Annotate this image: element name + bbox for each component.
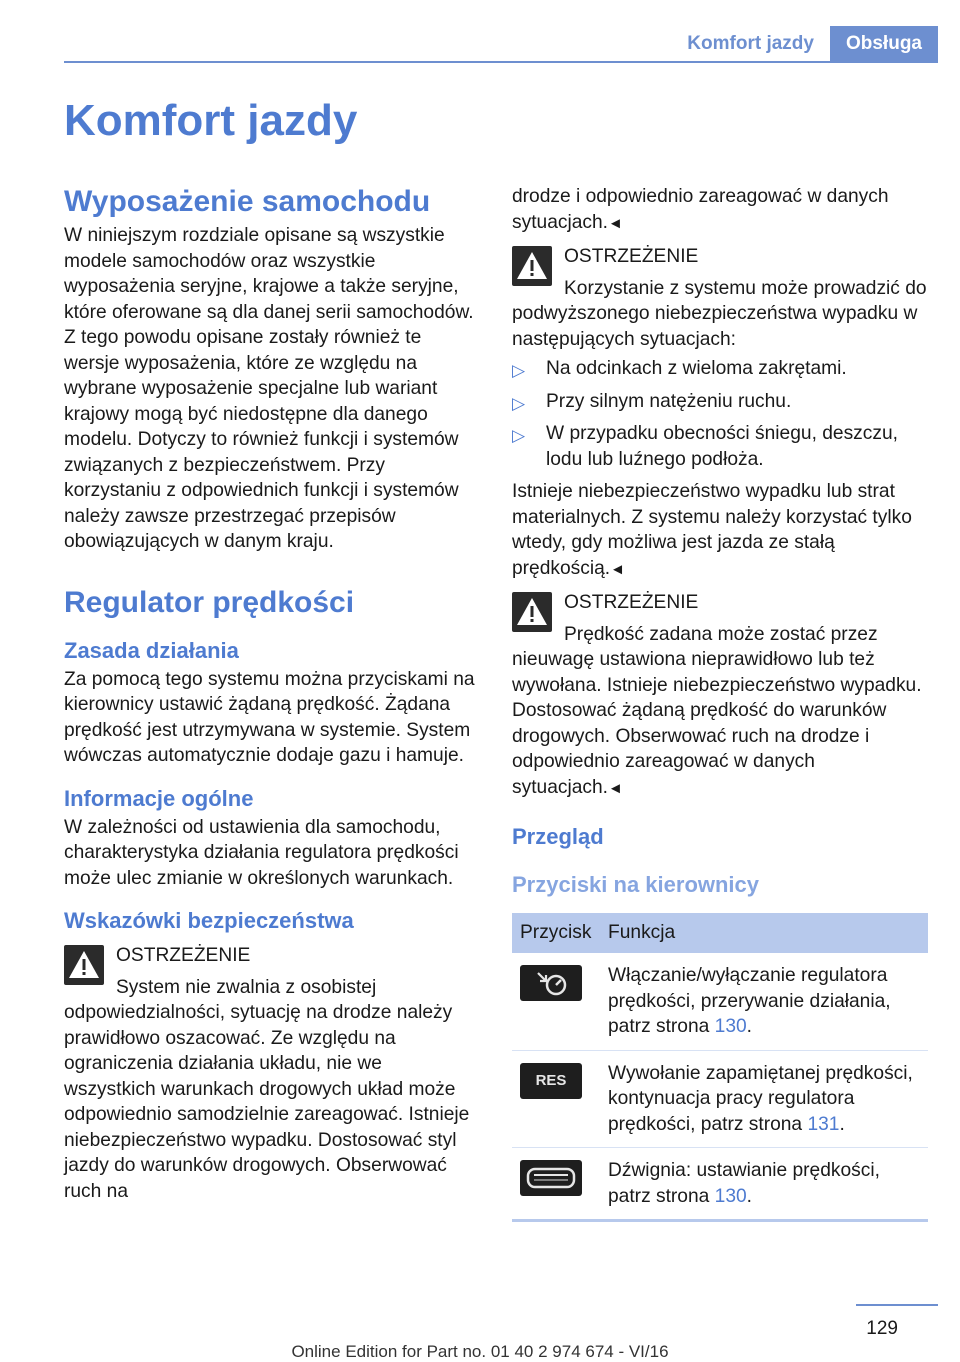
footer-edition: Online Edition for Part no. 01 40 2 974 674 - VI/16: [291, 1342, 669, 1361]
table-header-function: Funkcja: [600, 913, 928, 953]
equipment-paragraph: W niniejszym rozdziale opisane są wszystkie modele samochodów oraz wszystkie wyposażenia seryjne, krajowe a także seryjne, które oferowane są dla danej serii samochodów. Z tego powodu opisane zostały również te wersje wyposażenia, które ze względu na wybrane wyposażenie specjalne lub wariant krajowy mogą być niedostępne dla danego modelu. Dotyczy to również funkcji i systemów związanych z bezpieczeństwem. Przy korzystaniu z odpowiednich funkcji i systemów należy zawsze przestrzegać przepisów obowiązujących w danym kraju.: [64, 225, 474, 552]
subheading-general: Informacje ogólne: [64, 785, 254, 811]
bullet-triangle-icon: ▷: [512, 393, 526, 413]
table-row: [512, 953, 928, 1050]
end-mark: ◄: [607, 779, 623, 797]
right-column: [512, 184, 930, 1222]
page-link[interactable]: 130: [714, 1185, 747, 1207]
table-header-button: Przycisk: [512, 913, 600, 953]
table-row: [512, 1050, 928, 1148]
warning-block-3: [512, 590, 930, 801]
table-header-row: [512, 913, 928, 953]
warning-text: Korzystanie z systemu może prowadzić do podwyższonego niebezpieczeństwa wypadku w następujących sytuacjach:: [512, 277, 927, 350]
list-item: ▷ W przypadku obecności śniegu, deszczu, lodu lub luźnego podłoża.: [512, 423, 898, 470]
warning-title: OSTRZEŻENIE: [116, 945, 251, 966]
section-heading-equipment: Wyposażenie samochodu: [64, 185, 431, 218]
bullet-triangle-icon: ▷: [512, 426, 526, 445]
page-number: 129: [866, 1318, 898, 1339]
page-link[interactable]: 131: [807, 1113, 840, 1135]
warning2-after: Istnieje niebezpieczeństwo wypadku lub strat materialnych. Z systemu należy korzystać tylko wtedy, gdy możliwa jest jazda ze stałą prędkością.◄: [512, 481, 912, 579]
page-title: Komfort jazdy: [64, 96, 358, 145]
list-item: ▷ Na odcinkach z wieloma zakrętami.: [512, 356, 930, 382]
header-rule: [64, 61, 938, 63]
subheading-safety: Wskazówki bezpieczeństwa: [64, 908, 354, 933]
warning-block-2: [512, 244, 930, 352]
end-mark: ◄: [610, 560, 625, 578]
table-cell-function: Włączanie/wyłączanie regulatora prędkości, przerywanie działania, patrz strona 130.: [600, 953, 928, 1050]
res-label: RES: [535, 1071, 567, 1089]
table-row: [512, 1148, 928, 1220]
warning-title: OSTRZEŻENIE: [564, 592, 699, 613]
warning-title: OSTRZEŻENIE: [564, 246, 699, 267]
warning-triangle-icon: [512, 592, 552, 632]
rocker-lever-icon: [520, 1160, 582, 1196]
table-cell-function: Wywołanie zapamiętanej prędkości, kontynuacja pracy regulatora prędkości, patrz strona 131.: [600, 1050, 928, 1148]
warning-triangle-icon: [64, 945, 104, 985]
table-cell-function: Dźwignia: ustawianie prędkości, patrz strona 130.: [608, 1160, 880, 1207]
bullet-triangle-icon: ▷: [512, 361, 526, 380]
buttons-table: [512, 913, 928, 1219]
warning-triangle-icon: [512, 246, 552, 286]
subheading-overview: Przegląd: [512, 824, 604, 849]
end-mark: ◄: [607, 214, 623, 232]
situation-list: [512, 356, 930, 472]
warning-continuation: drodze i odpowiednio zareagować w danych sytuacjach.◄: [512, 186, 889, 233]
cruise-control-on-off-button-icon: [520, 965, 582, 1001]
tab-obsluga[interactable]: Obsługa: [830, 26, 938, 62]
footer-rule: [856, 1304, 938, 1306]
warning-block-1: [64, 943, 478, 1204]
left-column: [64, 184, 478, 1204]
table-bottom-rule: [512, 1219, 928, 1222]
section-heading-cruise-control: Regulator prędkości: [64, 585, 355, 619]
header-tabs: [671, 26, 938, 62]
general-paragraph: W zależności od ustawienia dla samochodu, charakterystyka działania regulatora prędkości może ulec zmianie w określonych warunkach.: [64, 816, 459, 889]
warning-text: System nie zwalnia z osobistej odpowiedzialności, sytuację na drodze należy prawidłowo oszacować. Ze względu na ograniczenia działania układu, nie we wszystkich warunkach drogowych układ może odpowiednio samodzielnie zareagować. Istnieje niebezpieczeństwo wypadku. Dostosować styl jazdy do warunków drogowych. Obserwować ruch na: [64, 976, 470, 1202]
res-button-icon: [520, 1063, 582, 1099]
page-link[interactable]: 130: [714, 1016, 747, 1037]
subheading-steering-buttons: Przyciski na kierownicy: [512, 872, 760, 897]
principle-paragraph: Za pomocą tego systemu można przyciskami na kierownicy ustawić żądaną prędkość. Żądana prędkość jest utrzymywana w systemie. System wówczas automatycznie dodaje gazu i hamuje.: [64, 668, 475, 766]
tab-komfort-jazdy[interactable]: Komfort jazdy: [671, 26, 830, 62]
list-item: ▷ Przy silnym natężeniu ruchu.: [512, 389, 930, 415]
subheading-principle: Zasada działania: [64, 637, 239, 663]
warning-text: Prędkość zadana może zostać przez nieuwagę ustawiona nieprawidłowo lub też wywołana. Istnieje niebezpieczeństwo wypadku. Dostosować żądaną prędkość do warunków drogowych. Obserwować ruch na drodze i odpowiednio zareagować w danych sytuacjach.: [512, 623, 922, 798]
